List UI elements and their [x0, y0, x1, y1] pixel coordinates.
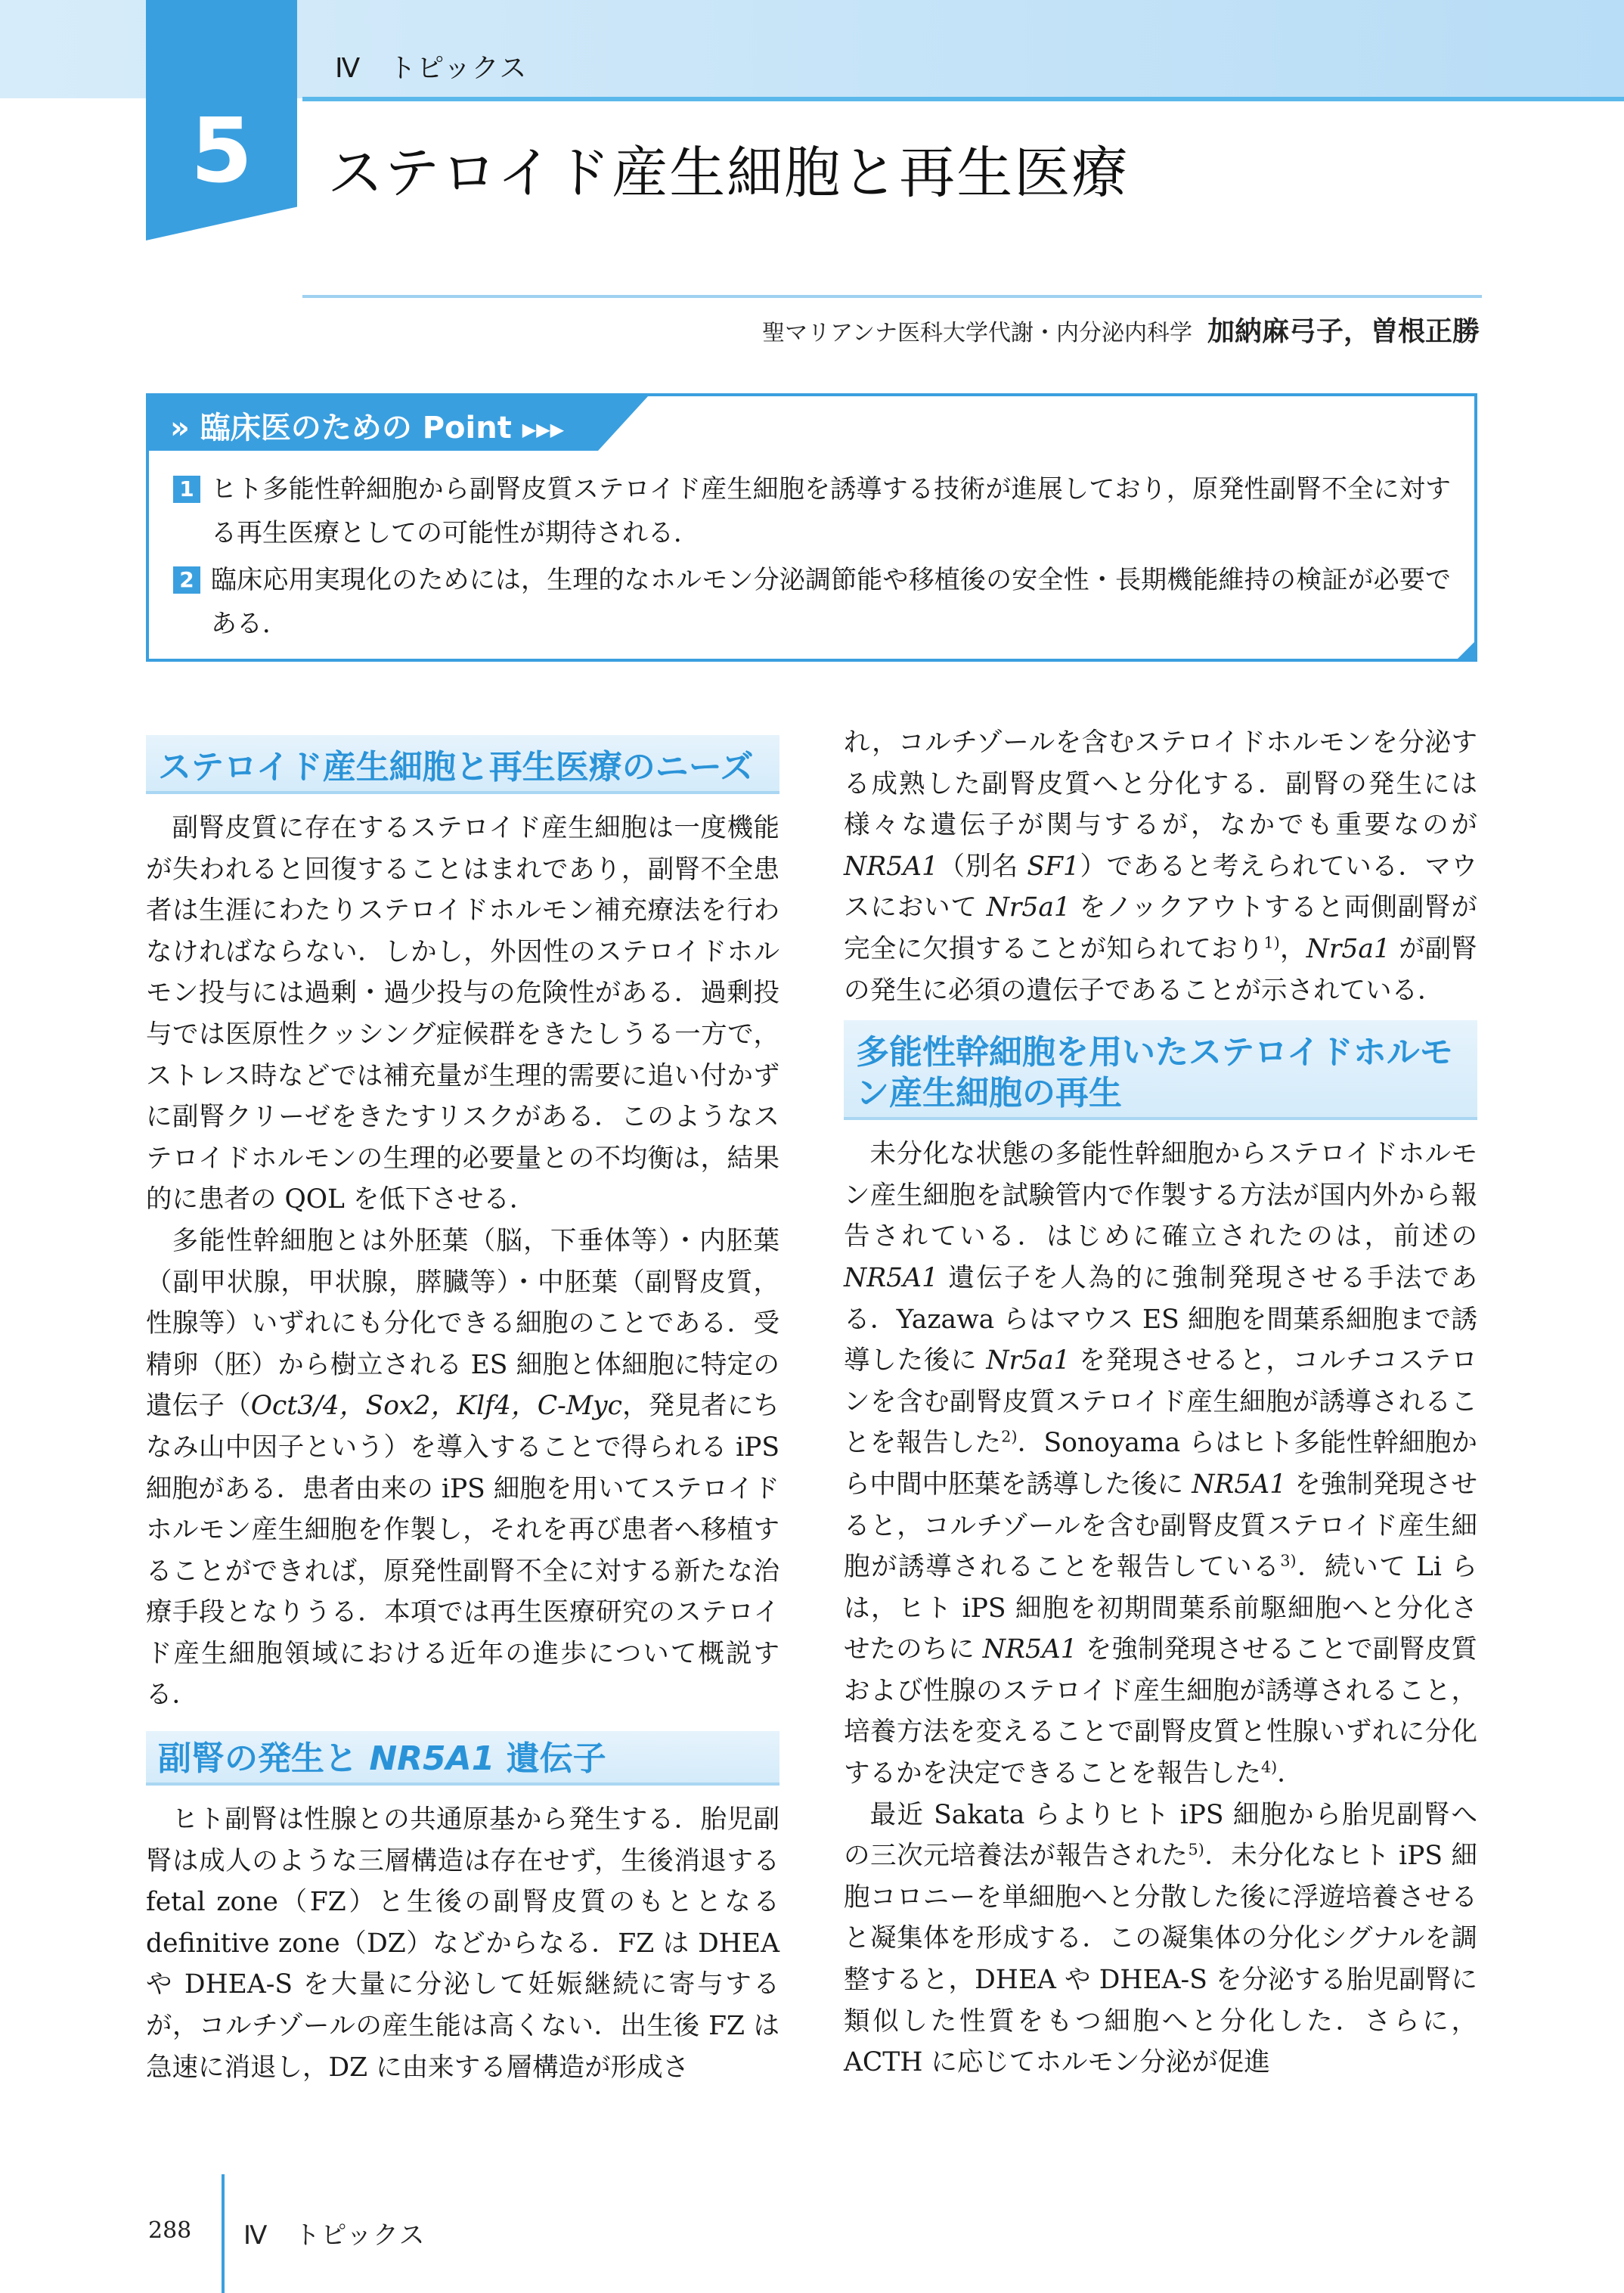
right-column — [844, 722, 1477, 2084]
point-item — [173, 467, 1451, 555]
point-heading-text: 臨床医のための Point — [200, 411, 512, 445]
article-title: ステロイド産生細胞と再生医療 — [327, 141, 1130, 206]
paragraph: 最近 Sakata らよりヒト iPS 細胞から胎児副腎への三次元培養法が報告された$^{5)}$．未分化なヒト iPS 細胞コロニーを単細胞へと分散した後に浮遊培養させると凝集体を形成する．この凝集体の分化シグナルを調整すると，DHEA や DHEA-S を分泌する胎児副腎に類似した性質をもつ細胞へと分化した．さらに，ACTH に応じてホルモン分泌が促進 — [844, 1799, 1477, 2078]
paragraph: 未分化な状態の多能性幹細胞からステロイドホルモン産生細胞を試験管内で作製する方法が国内外から報告されている．はじめに確立されたのは，前述の NR5A1 遺伝子を人為的に強制発現させる手法である．Yazawa らはマウス ES 細胞を間葉系細胞まで誘導した後に Nr5a1 を発現させると，コルチコステロンを含む副腎皮質ステロイド産生細胞が誘導されることを報告した$^{2)}$．Sonoyama らはヒト多能性幹細胞から中間中胚葉を誘導した後に NR5A1 を強制発現させると，コルチゾールを含む副腎皮質ステロイド産生細胞が誘導されることを報告している$^{3)}$．続いて Li らは，ヒト iPS 細胞を初期間葉系前駆細胞へと分化させたのちに NR5A1 を強制発現させることで副腎皮質および性腺のステロイド産生細胞が誘導されること，培養方法を変えることで副腎皮質と性腺いずれに分化するかを決定できることを報告した$^{4)}$． — [844, 1139, 1478, 1789]
reference-mark: 5) — [1188, 1840, 1204, 1859]
reference-mark: 3) — [1280, 1551, 1297, 1570]
point-corner-mark — [1456, 641, 1476, 660]
byline — [762, 310, 1480, 349]
point-heading — [170, 404, 564, 447]
section-heading: 多能性幹細胞を用いたステロイドホルモン産生細胞の再生 — [844, 1020, 1477, 1120]
point-text: ヒト多能性幹細胞から副腎皮質ステロイド産生細胞を誘導する技術が進展しており，原発性副腎不全に対する再生医療としての可能性が期待される． — [211, 474, 1451, 548]
paragraph: 多能性幹細胞とは外胚葉（脳，下垂体等）・内胚葉（副甲状腺，甲状腺，膵臓等）・中胚葉（副腎皮質，性腺等）いずれにも分化できる細胞のことである．受精卵（胚）から樹立される ES 細胞と体細胞に特定の遺伝子（Oct3/4，Sox2，Klf4，C-Myc，発見者にちなみ山中因子という）を導入することで得られる iPS 細胞がある．患者由来の iPS 細胞を用いてステロイドホルモン産生細胞を作製し，それを再び患者へ移植することができれば，原発性副腎不全に対する新たな治療手段となりうる．本項では再生医療研究のステロイド産生細胞領域における近年の進歩について概説する． — [146, 1225, 780, 1711]
section-heading: 副腎の発生と NR5A1 遺伝子 — [146, 1731, 779, 1786]
reference-mark: 2) — [1001, 1427, 1018, 1446]
footer-section-label: Ⅳ トピックス — [243, 2220, 426, 2251]
paragraph: 副腎皮質に存在するステロイド産生細胞は一度機能が失われると回復することはまれであり，副腎不全患者は生涯にわたりステロイドホルモン補充療法を行わなければならない．しかし，外因性のステロイドホルモン投与には過剰・過少投与の危険性がある．過剰投与では医原性クッシング症候群をきたしうる一方で，ストレス時などでは補充量が生理的需要に追い付かずに副腎クリーゼをきたすリスクがある．このようなステロイドホルモンの生理的必要量との不均衡は，結果的に患者の QOL を低下させる． — [146, 813, 779, 1215]
authors: 加納麻弓子，曽根正勝 — [1207, 316, 1480, 347]
triangle-arrows-icon: ▶▶▶ — [522, 419, 565, 440]
double-chevron-icon: » — [170, 411, 190, 445]
gene-names: Oct3/4，Sox2，Klf4，C-Myc — [250, 1391, 622, 1422]
reference-mark: 1) — [1263, 933, 1280, 952]
point-item — [173, 558, 1451, 646]
point-number: 1 — [173, 476, 200, 503]
page-number: 288 — [148, 2217, 192, 2244]
reference-mark: 4) — [1261, 1758, 1278, 1776]
header-band-line — [302, 97, 1624, 101]
clinical-point-box — [146, 393, 1477, 662]
left-column — [146, 722, 779, 2088]
paragraph: ヒト副腎は性腺との共通原基から発生する．胎児副腎は成人のような三層構造は存在せず，生後消退する fetal zone（FZ）と生後の副腎皮質のもととなる definitive zone（DZ）などからなる．FZ は DHEA や DHEA-S を大量に分泌して妊娠継続に寄与するが，コルチゾールの産生能は高くない．出生後 FZ は急速に消退し，DZ に由来する層構造が形成さ — [146, 1804, 779, 2083]
title-rule — [302, 295, 1482, 298]
affiliation: 聖マリアンナ医科大学代謝・内分泌内科学 — [762, 320, 1192, 346]
point-text: 臨床応用実現化のためには，生理的なホルモン分泌調節能や移植後の安全性・長期機能維持の検証が必要である． — [211, 565, 1451, 639]
section-heading: ステロイド産生細胞と再生医療のニーズ — [146, 735, 779, 794]
point-number: 2 — [173, 566, 200, 594]
section-label: Ⅳ トピックス — [335, 53, 528, 84]
footer-rule — [222, 2174, 225, 2293]
chapter-number: 5 — [190, 98, 253, 203]
paragraph: れ，コルチゾールを含むステロイドホルモンを分泌する成熟した副腎皮質へと分化する．副腎の発生には様々な遺伝子が関与するが，なかでも重要なのが NR5A1（別名 SF1）であると考えられている．マウスにおいて Nr5a1 をノックアウトすると両側副腎が完全に欠損することが知られており$^{1)}$，Nr5a1 が副腎の発生に必須の遺伝子であることが示されている． — [844, 728, 1478, 1006]
